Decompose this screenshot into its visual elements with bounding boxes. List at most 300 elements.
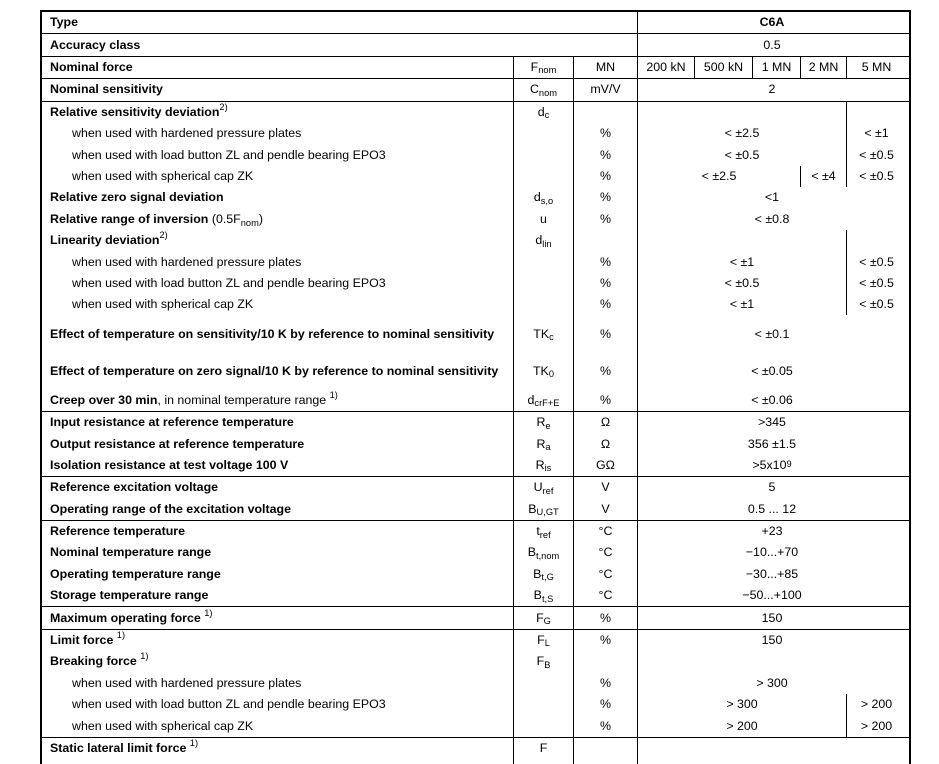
table-row-breaking-spherical-cap <box>42 715 909 736</box>
row-label <box>42 79 513 100</box>
unit-text: V <box>601 501 610 516</box>
value-area <box>637 521 906 542</box>
value-text: > 200 <box>860 697 893 712</box>
symbol-base: F <box>537 633 545 648</box>
table-row-type <box>42 12 909 33</box>
row-label <box>42 455 513 476</box>
value-cell <box>638 433 906 454</box>
text-segment: Reference temperature <box>50 524 185 539</box>
row-label <box>42 209 513 230</box>
value-cell <box>638 79 906 100</box>
table-row-breaking-load-button <box>42 694 909 715</box>
row-label <box>42 230 513 251</box>
value-text: < ±4 <box>811 168 836 183</box>
symbol-cell: d c <box>513 102 573 123</box>
value-cell <box>846 144 906 165</box>
table-row-isolation-resistance <box>42 455 909 476</box>
symbol-cell: U ref <box>513 477 573 498</box>
row-label <box>42 433 513 454</box>
value-area <box>637 294 906 315</box>
unit-cell <box>573 412 637 433</box>
row-label-text <box>50 327 494 342</box>
value-text: > 200 <box>726 718 758 733</box>
symbol-cell: B U,GT <box>513 498 573 519</box>
symbol-base: B <box>528 501 537 516</box>
value-cell <box>638 34 906 55</box>
unit-cell <box>573 251 637 272</box>
symbol-cell: TK 0 <box>513 352 573 389</box>
sup-text: 1) <box>140 651 149 662</box>
value-area <box>637 251 906 272</box>
value-cell <box>800 57 846 78</box>
value-cell <box>638 389 906 410</box>
symbol-cell: F L <box>513 630 573 651</box>
symbol-base: d <box>533 190 541 205</box>
row-label-text <box>50 212 263 227</box>
row-label-text <box>50 415 294 430</box>
value-area <box>637 542 906 563</box>
table-row-storage-temperature-range <box>42 585 909 606</box>
text-segment: Maximum operating force <box>50 610 205 625</box>
text-segment: , in nominal temperature range <box>157 392 330 407</box>
value-text: < ±0.5 <box>859 275 894 290</box>
symbol-cell <box>513 673 573 694</box>
unit-cell <box>573 187 637 208</box>
row-label-text <box>50 437 304 452</box>
value-cell <box>638 607 906 628</box>
unit-cell <box>573 738 637 764</box>
symbol-base: F <box>539 740 548 755</box>
unit-cell <box>573 102 637 123</box>
table-row-temp-effect-sensitivity <box>42 315 909 352</box>
value-text: < ±1 <box>864 126 889 141</box>
text-segment: when used with load button ZL and pendle bearing EPO3 <box>72 275 386 290</box>
row-label <box>42 630 513 651</box>
symbol-cell: F B <box>513 651 573 672</box>
row-label <box>42 123 513 144</box>
value-area <box>637 230 906 251</box>
unit-cell <box>573 651 637 672</box>
unit-text: % <box>599 254 612 269</box>
sup-text: 2) <box>219 101 228 112</box>
unit-cell <box>573 542 637 563</box>
value-text: 0.5 <box>763 37 781 52</box>
row-label-text <box>72 148 386 163</box>
value-text: 5 MN <box>861 60 892 75</box>
row-label <box>42 521 513 542</box>
symbol-cell <box>513 694 573 715</box>
value-area <box>637 187 906 208</box>
row-label <box>42 144 513 165</box>
text-segment: Nominal temperature range <box>50 545 212 560</box>
row-label-text <box>50 38 140 53</box>
unit-text: % <box>599 718 612 733</box>
unit-cell <box>573 433 637 454</box>
text-segment: when used with load button ZL and pendle bearing EPO3 <box>72 697 386 712</box>
text-segment: Limit force <box>50 633 117 648</box>
value-area <box>637 715 906 736</box>
value-area <box>637 630 906 651</box>
value-area <box>637 433 906 454</box>
unit-cell <box>573 564 637 585</box>
table-row-lin-dev-spherical-cap <box>42 294 909 315</box>
text-segment: when used with spherical cap ZK <box>72 168 254 183</box>
symbol-cell <box>513 209 573 230</box>
value-cell <box>638 12 906 33</box>
table-row-static-lateral-limit-force <box>42 738 909 764</box>
symbol-cell: d lin <box>513 230 573 251</box>
unit-cell <box>573 123 637 144</box>
text-segment: Accuracy class <box>50 37 141 52</box>
value-text: < ±0.06 <box>751 392 793 407</box>
unit-text: % <box>599 633 612 648</box>
sub-text: nom <box>240 217 259 228</box>
value-text: C6A <box>759 15 785 30</box>
table-row-relative-zero-signal-deviation <box>42 187 909 208</box>
value-cell <box>638 352 906 389</box>
table-row-nominal-temperature-range <box>42 542 909 563</box>
unit-text: GΩ <box>596 457 615 472</box>
symbol-cell: B t,nom <box>513 542 573 563</box>
value-text: < ±1 <box>729 254 755 269</box>
text-segment: Nominal force <box>50 60 133 75</box>
row-label-text <box>50 545 211 560</box>
value-cell <box>638 57 694 78</box>
row-label-text <box>50 15 78 30</box>
row-label-text <box>50 588 208 603</box>
text-segment: Operating range of the excitation voltage <box>50 501 291 516</box>
row-label <box>42 251 513 272</box>
row-label-text <box>50 607 213 626</box>
row-label-text <box>50 737 199 756</box>
value-text: 1 MN <box>761 60 792 75</box>
row-label <box>42 57 513 78</box>
table-row-relative-sensitivity-deviation <box>42 102 909 123</box>
value-cell <box>846 251 906 272</box>
table-row-reference-temperature <box>42 521 909 542</box>
value-cell <box>846 102 906 123</box>
spec-table <box>40 10 911 764</box>
row-label-text <box>72 676 301 691</box>
value-cell <box>638 564 906 585</box>
table-row-lin-dev-load-button <box>42 273 909 294</box>
row-label <box>42 564 513 585</box>
sup-text: 1) <box>189 737 199 748</box>
unit-cell <box>573 273 637 294</box>
value-text: −10...+70 <box>745 545 799 560</box>
table-row-sens-dev-load-button <box>42 144 909 165</box>
symbol-cell: d s,o <box>513 187 573 208</box>
text-segment: Relative zero signal deviation <box>50 190 224 205</box>
row-label-text <box>72 697 386 712</box>
unit-text: % <box>599 275 612 290</box>
row-label <box>42 352 513 389</box>
value-cell <box>638 498 906 519</box>
symbol-base: R <box>536 436 546 451</box>
value-cell <box>638 230 846 251</box>
unit-text: % <box>599 211 612 226</box>
value-cell <box>752 57 800 78</box>
table-row-limit-force <box>42 630 909 651</box>
text-segment: (0.5F <box>211 211 241 226</box>
row-label-text <box>72 719 253 734</box>
value-cell <box>846 230 906 251</box>
symbol-base: F <box>536 654 545 669</box>
value-text: < ±0.1 <box>754 326 790 341</box>
row-label <box>42 498 513 519</box>
text-segment: Isolation resistance at test voltage 100 V <box>50 457 289 472</box>
table-row-maximum-operating-force <box>42 607 909 628</box>
value-cell <box>638 673 906 694</box>
value-cell <box>638 144 846 165</box>
unit-cell <box>573 230 637 251</box>
value-cell <box>846 57 906 78</box>
row-label-text <box>72 276 386 291</box>
value-text: < ±0.5 <box>859 254 894 269</box>
symbol-cell <box>513 123 573 144</box>
value-area <box>637 607 906 628</box>
value-area <box>637 389 906 410</box>
text-segment: when used with load button ZL and pendle bearing EPO3 <box>72 147 386 162</box>
unit-text: % <box>599 610 612 625</box>
symbol-cell: R is <box>513 455 573 476</box>
symbol-cell: d crF+E <box>513 389 573 410</box>
text-segment: when used with hardened pressure plates <box>72 126 302 141</box>
value-area <box>637 123 906 144</box>
row-label <box>42 673 513 694</box>
unit-text: % <box>599 190 612 205</box>
row-label-text <box>50 567 221 582</box>
text-segment: Storage temperature range <box>50 588 209 603</box>
value-cell <box>846 123 906 144</box>
value-cell <box>800 166 846 187</box>
unit-cell <box>573 673 637 694</box>
unit-text: % <box>599 297 612 312</box>
value-text: 2 <box>768 82 776 97</box>
row-label-text <box>72 169 253 184</box>
unit-cell <box>573 694 637 715</box>
row-label <box>42 315 513 352</box>
symbol-cell <box>513 273 573 294</box>
value-text: <1 <box>764 190 780 205</box>
row-label <box>42 34 637 55</box>
text-segment: Input resistance at reference temperature <box>50 415 294 430</box>
text-segment: Effect of temperature on zero signal/10 K by reference to nominal sensitivity <box>50 363 499 378</box>
table-row-lin-dev-pressure-plates <box>42 251 909 272</box>
text-segment: when used with spherical cap ZK <box>72 297 254 312</box>
value-area <box>637 79 906 100</box>
value-text: >5x10 <box>752 457 787 472</box>
row-label <box>42 12 637 33</box>
row-label <box>42 694 513 715</box>
unit-text: % <box>599 363 612 378</box>
row-label <box>42 738 513 764</box>
unit-text: V <box>601 480 610 495</box>
value-cell <box>638 123 846 144</box>
row-label <box>42 607 513 628</box>
row-label <box>42 651 513 672</box>
text-segment: Output resistance at reference temperature <box>50 436 305 451</box>
row-label-text <box>50 502 291 517</box>
symbol-base: B <box>527 545 536 560</box>
unit-cell <box>573 389 637 410</box>
value-cell <box>638 477 906 498</box>
value-area <box>637 455 906 476</box>
table-row-input-resistance <box>42 412 909 433</box>
value-text: > 200 <box>860 718 893 733</box>
value-cell <box>638 166 800 187</box>
row-label-text <box>50 82 163 97</box>
row-label-text <box>50 480 218 495</box>
row-label-text <box>50 230 168 248</box>
value-text: 5 <box>768 480 776 495</box>
symbol-base: C <box>529 82 539 97</box>
value-text: 2 MN <box>808 60 839 75</box>
value-text: > 300 <box>756 675 788 690</box>
unit-text: % <box>599 392 612 407</box>
value-area <box>637 273 906 294</box>
row-label <box>42 585 513 606</box>
value-text: < ±0.5 <box>859 147 894 162</box>
value-cell: >5x10 9 <box>752 457 792 472</box>
text-segment: Nominal sensitivity <box>50 82 163 97</box>
row-label-text <box>50 101 228 120</box>
unit-cell <box>573 57 637 78</box>
symbol-base: t <box>536 524 540 539</box>
value-cell <box>638 251 846 272</box>
value-text: < ±0.5 <box>724 147 760 162</box>
unit-cell <box>573 352 637 389</box>
table-row-breaking-pressure-plates <box>42 673 909 694</box>
value-area <box>637 209 906 230</box>
table-row-operating-temperature-range <box>42 564 909 585</box>
value-text: 500 kN <box>703 60 744 75</box>
table-section <box>42 520 909 607</box>
table-section <box>42 12 909 33</box>
unit-cell <box>573 607 637 628</box>
value-area <box>637 12 906 33</box>
value-area <box>637 57 906 78</box>
value-cell <box>638 521 906 542</box>
symbol-base: B <box>533 588 542 603</box>
unit-text: % <box>599 126 612 141</box>
value-text: −30...+85 <box>745 566 799 581</box>
table-section <box>42 33 909 55</box>
row-label <box>42 273 513 294</box>
row-label-text <box>50 389 338 408</box>
text-segment: Reference excitation voltage <box>50 480 219 495</box>
symbol-cell: F nom <box>513 57 573 78</box>
value-area <box>637 498 906 519</box>
unit-cell <box>573 315 637 352</box>
unit-text: °C <box>598 588 613 603</box>
row-label-text <box>72 297 253 312</box>
table-row-sens-dev-spherical-cap <box>42 166 909 187</box>
value-area <box>637 673 906 694</box>
unit-cell <box>573 521 637 542</box>
value-area <box>637 102 906 123</box>
value-cell <box>638 715 846 736</box>
value-area <box>637 352 906 389</box>
symbol-cell: B t,G <box>513 564 573 585</box>
value-cell <box>846 694 906 715</box>
row-label-text <box>50 651 149 669</box>
value-cell <box>846 294 906 315</box>
table-row-creep <box>42 389 909 410</box>
table-section <box>42 56 909 78</box>
unit-text: % <box>599 675 612 690</box>
table-section <box>42 629 909 737</box>
symbol-base: R <box>536 415 546 430</box>
table-row-nominal-sensitivity <box>42 79 909 100</box>
value-area <box>637 738 906 764</box>
table-section <box>42 78 909 100</box>
value-area <box>637 694 906 715</box>
unit-cell <box>573 455 637 476</box>
row-label <box>42 477 513 498</box>
table-row-sens-dev-pressure-plates <box>42 123 909 144</box>
text-segment: Breaking force <box>50 654 141 669</box>
unit-text: MN <box>595 60 616 75</box>
value-text: 356 ±1.5 <box>747 436 797 451</box>
value-area <box>637 166 906 187</box>
value-area <box>637 651 906 672</box>
table-row-linearity-deviation <box>42 230 909 251</box>
text-segment: Operating temperature range <box>50 566 221 581</box>
value-cell <box>638 294 846 315</box>
value-cell <box>638 412 906 433</box>
value-cell <box>638 273 846 294</box>
row-label-text <box>50 364 498 379</box>
value-cell <box>694 57 752 78</box>
unit-cell <box>573 209 637 230</box>
sup-text: 2) <box>159 230 168 241</box>
text-segment: when used with spherical cap ZK <box>72 718 254 733</box>
row-label <box>42 102 513 123</box>
unit-cell <box>573 79 637 100</box>
table-row-accuracy-class <box>42 34 909 55</box>
symbol-cell: t ref <box>513 521 573 542</box>
unit-cell <box>573 477 637 498</box>
unit-cell <box>573 585 637 606</box>
symbol-cell: R a <box>513 433 573 454</box>
symbol-cell: B t,S <box>513 585 573 606</box>
text-segment: when used with hardened pressure plates <box>72 254 302 269</box>
value-text: < ±2.5 <box>724 126 760 141</box>
row-label <box>42 715 513 736</box>
symbol-base: F <box>530 60 539 75</box>
symbol-base: u <box>540 211 547 226</box>
value-cell <box>638 542 906 563</box>
value-text: 150 <box>761 610 783 625</box>
unit-cell <box>573 144 637 165</box>
value-text: 0.5 ... 12 <box>747 501 797 516</box>
symbol-cell: C nom <box>513 79 573 100</box>
value-text: < ±0.8 <box>754 211 790 226</box>
unit-text: °C <box>598 524 613 539</box>
value-cell <box>638 630 906 651</box>
value-area <box>637 315 906 352</box>
value-cell <box>846 715 906 736</box>
value-text: < ±0.05 <box>751 363 793 378</box>
sup-text: 1) <box>116 629 126 640</box>
row-label <box>42 294 513 315</box>
symbol-base: B <box>533 566 542 581</box>
table-row-reference-excitation-voltage <box>42 477 909 498</box>
value-text: < ±0.5 <box>859 168 894 183</box>
unit-text: °C <box>598 545 613 560</box>
symbol-base: TK <box>532 363 549 378</box>
